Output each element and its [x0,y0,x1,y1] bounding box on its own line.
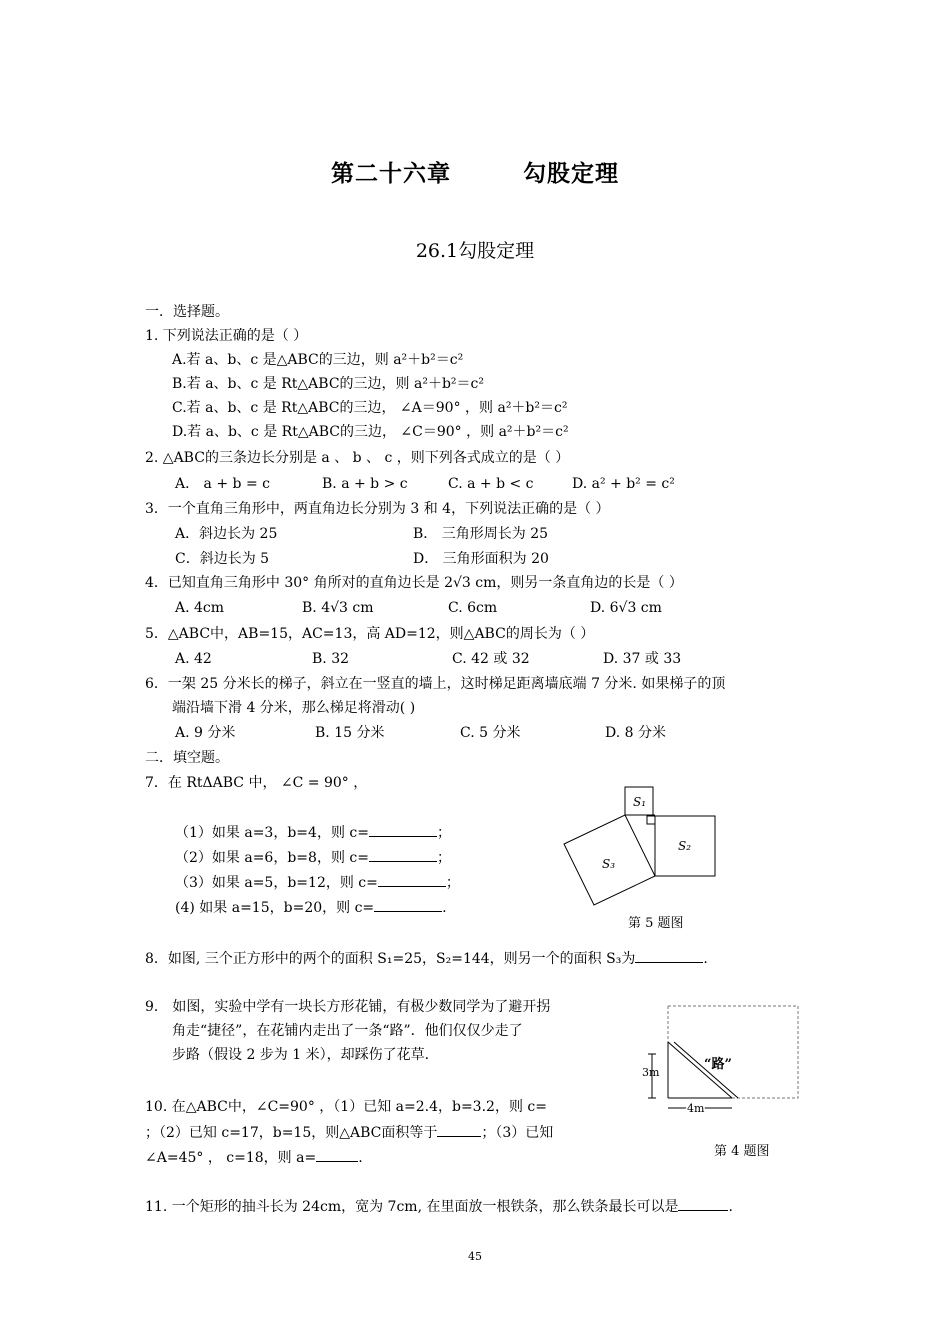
q7-part1 [175,823,451,842]
q8-text: 8．如图, 三个正方形中的两个的面积 S₁=25，S₂=144，则另一个的面积 S₃为 [145,951,636,967]
q5-option-c: C. 42 或 32 [452,651,530,667]
label-3m: 3m [642,1066,660,1079]
q10-a-blank[interactable] [316,1148,358,1162]
q8-end: . [703,951,708,967]
q9-line2: 角走“捷径”，在花铺内走出了一条“路”．他们仅仅少走了 [172,1023,523,1039]
q2-option-d: D. a² + b² = c² [572,476,675,492]
q10-line2-text-a: ；（2）已知 c=17，b=15，则△ABC面积等于 [145,1125,438,1141]
path-figure-caption: 第 4 题图 [714,1144,770,1159]
q8-blank[interactable] [635,949,703,963]
q7-part4-blank[interactable] [374,898,442,912]
q6-option-c: C. 5 分米 [460,725,521,741]
q9-line1: 9． 如图，实验中学有一块长方形花铺，有极少数同学为了避开拐 [145,999,551,1015]
chapter-title: 第二十六章 勾股定理 [330,160,620,187]
q3-option-a: A．斜边长为 25 [175,526,278,542]
q3-option-c: C．斜边长为 5 [175,551,270,567]
q3-option-d: D． 三角形面积为 20 [413,551,549,567]
q4-option-a: A. 4cm [175,600,225,616]
q1-option-c: C.若 a、b、c 是 Rt△ABC的三边， ∠A＝90° ，则 a²＋b²＝c² [172,400,568,416]
q7-part4 [175,898,447,917]
label-road: “路” [704,1057,732,1072]
flowerbed-outline [668,1006,798,1098]
q4-stem: 4．已知直角三角形中 30° 角所对的直角边长是 2√3 cm，则另一条直角边的长是（ ） [145,575,683,591]
q5-option-d: D. 37 或 33 [603,651,682,667]
q7-part2-blank[interactable] [369,848,437,862]
q1-option-d: D.若 a、b、c 是 Rt△ABC的三边， ∠C＝90° ，则 a²＋b²＝c² [172,424,569,440]
squares-figure-caption: 第 5 题图 [628,916,684,931]
q8 [145,949,708,968]
label-4m: 4m [687,1102,705,1115]
q7-part2-text: （2）如果 a=6，b=8，则 c= [175,850,369,866]
q4-option-b: B. 4√3 cm [302,600,374,616]
q7-part1-end: ； [436,825,451,841]
q5-option-a: A. 42 [175,651,212,667]
q2-stem: 2. △ABC的三条边长分别是 a 、 b 、 c ，则下列各式成立的是（ ） [145,450,570,466]
q2-option-a: A． a + b = c [175,476,270,492]
q7-part1-text: （1）如果 a=3，b=4，则 c= [175,825,369,841]
q10-line2 [145,1123,553,1142]
q10-line3-text-b: . [358,1150,363,1166]
q3-option-b: B． 三角形周长为 25 [413,526,549,542]
q7-part3-text: （3）如果 a=5，b=12，则 c= [175,875,378,891]
q6-option-b: B. 15 分米 [315,725,385,741]
part1-heading: 一．选择题。 [145,304,229,320]
q11-blank[interactable] [678,1197,728,1211]
q1-stem: 1. 下列说法正确的是（ ） [145,328,308,344]
q10-line2-text-b: ；（3）已知 [481,1125,554,1141]
q11 [145,1197,733,1216]
label-s3: S₃ [602,857,616,871]
q7-part3-end: ； [445,875,460,891]
q6-option-a: A. 9 分米 [175,725,236,741]
q6-stem-line1: 6．一架 25 分米长的梯子，斜立在一竖直的墙上，这时梯足距离墙底端 7 分米. 如果梯子的顶 [145,676,726,692]
q7-part3 [175,873,460,892]
q10-area-blank[interactable] [437,1123,481,1137]
q2-option-b: B. a + b > c [322,476,408,492]
q10-line1: 10. 在△ABC中，∠C=90° ，（1）已知 a=2.4，b=3.2，则 c= [145,1099,547,1115]
q11-text: 11. 一个矩形的抽斗长为 24cm，宽为 7cm, 在里面放一根铁条，那么铁条最长可以是 [145,1199,679,1215]
q7-part2 [175,848,451,867]
q9-line3: 步路（假设 2 步为 1 米），却踩伤了花草. [172,1047,430,1063]
q7-part3-blank[interactable] [378,873,446,887]
q7-part1-blank[interactable] [369,823,437,837]
part2-heading: 二．填空题。 [145,750,229,766]
q7-stem: 7．在 RtΔABC 中， ∠C = 90° ， [145,775,368,791]
q11-end: . [728,1199,733,1215]
q5-stem: 5．△ABC中，AB=15，AC=13，高 AD=12，则△ABC的周长为（ ） [145,626,595,642]
q2-option-c: C. a + b < c [448,476,534,492]
q1-option-b: B.若 a、b、c 是 Rt△ABC的三边，则 a²＋b²＝c² [172,376,484,392]
path-figure [640,1002,802,1120]
section-title: 26.1勾股定理 [415,240,535,262]
q1-option-a: A.若 a、b、c 是△ABC的三边，则 a²＋b²＝c² [172,352,464,368]
label-s1: S₁ [633,795,647,809]
q6-stem-line2: 端沿墙下滑 4 分米，那么梯足将滑动( ) [172,700,416,716]
q7-part4-text: (4) 如果 a=15，b=20，则 c= [175,900,375,916]
q10-line3 [145,1148,363,1167]
q4-option-d: D. 6√3 cm [590,600,662,616]
q7-part4-end: . [442,900,447,916]
label-s2: S₂ [678,839,692,853]
q5-option-b: B. 32 [312,651,350,667]
q4-option-c: C. 6cm [448,600,498,616]
page-number: 45 [468,1250,482,1263]
q3-stem: 3．一个直角三角形中，两直角边长分别为 3 和 4，下列说法正确的是（ ） [145,501,610,517]
q10-line3-text-a: ∠A=45° ， c=18，则 a= [145,1150,317,1166]
q6-option-d: D. 8 分米 [605,725,666,741]
squares-figure [550,782,730,912]
right-angle-marker [647,816,655,824]
q7-part2-end: ； [436,850,451,866]
